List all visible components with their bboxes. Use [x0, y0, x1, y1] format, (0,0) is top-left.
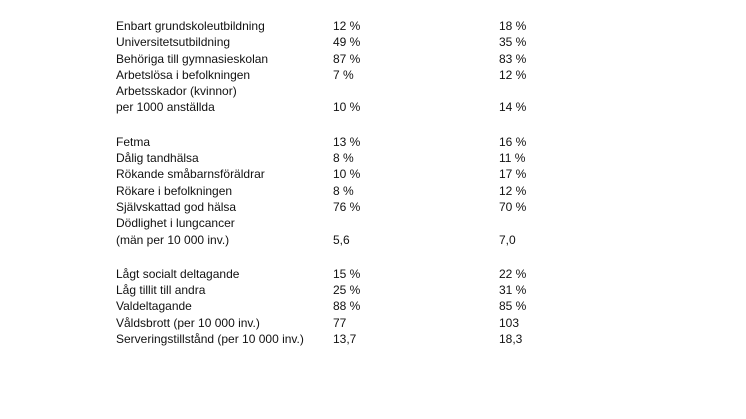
table-row	[116, 99, 556, 115]
row-label: Lågt socialt deltagande	[116, 266, 240, 281]
value-column-2: 103	[499, 315, 520, 330]
table-row	[116, 315, 556, 331]
value-column-1: 5,6	[333, 232, 350, 247]
table-row	[116, 331, 556, 347]
table-row	[116, 166, 556, 182]
value-column-2: 12 %	[499, 67, 527, 82]
row-label: Behöriga till gymnasieskolan	[116, 51, 269, 66]
value-column-2: 14 %	[499, 100, 527, 115]
value-column-2: 11 %	[499, 151, 526, 166]
row-label: Låg tillit till andra	[116, 283, 206, 298]
value-column-2: 31 %	[499, 283, 527, 298]
value-column-2: 12 %	[499, 183, 527, 198]
row-label: (män per 10 000 inv.)	[116, 232, 230, 247]
row-label: per 1000 anställda	[116, 100, 215, 115]
value-column-1: 12 %	[333, 19, 361, 33]
section-spacer	[116, 116, 556, 134]
table-row	[116, 282, 556, 298]
row-label: Enbart grundskoleutbildning	[116, 19, 265, 33]
value-column-1: 15 %	[333, 266, 361, 281]
value-column-2: 85 %	[499, 299, 527, 314]
row-label: Arbetsskador (kvinnor)	[116, 84, 237, 99]
value-column-1: 8 %	[333, 151, 354, 166]
row-label: Våldsbrott (per 10 000 inv.)	[116, 315, 260, 330]
value-column-1: 76 %	[333, 199, 361, 214]
table-row	[116, 232, 556, 248]
row-label: Självskattad god hälsa	[116, 199, 237, 214]
value-column-2: 18,3	[499, 332, 523, 347]
row-label: Universitetsutbildning	[116, 35, 231, 50]
table-row	[116, 18, 556, 34]
value-column-1: 10 %	[333, 100, 361, 115]
value-column-1: 49 %	[333, 35, 361, 50]
row-label: Rökare i befolkningen	[116, 183, 233, 198]
table-row	[116, 199, 556, 215]
row-label: Dålig tandhälsa	[116, 151, 199, 166]
value-column-1: 8 %	[333, 183, 354, 198]
value-column-1: 10 %	[333, 167, 361, 182]
row-label: Rökande småbarnsföräldrar	[116, 167, 265, 182]
row-label: Serveringstillstånd (per 10 000 inv.)	[116, 332, 304, 347]
statistics-table	[116, 18, 556, 347]
section-spacer	[116, 248, 556, 266]
value-column-1: 7 %	[333, 67, 354, 82]
value-column-2: 17 %	[499, 167, 527, 182]
value-column-1: 25 %	[333, 283, 361, 298]
table-row	[116, 83, 556, 99]
table-row	[116, 51, 556, 67]
value-column-1: 13 %	[333, 134, 361, 149]
value-column-2: 83 %	[499, 51, 527, 66]
value-column-1: 87 %	[333, 51, 361, 66]
table-row	[116, 298, 556, 314]
table-row	[116, 134, 556, 150]
table-row	[116, 183, 556, 199]
row-label: Valdeltagande	[116, 299, 192, 314]
value-column-1: 13,7	[333, 332, 357, 347]
table-row	[116, 67, 556, 83]
value-column-1: 77	[333, 315, 347, 330]
value-column-2: 35 %	[499, 35, 527, 50]
value-column-2: 7,0	[499, 232, 516, 247]
value-column-2: 16 %	[499, 134, 527, 149]
row-label: Fetma	[116, 134, 151, 149]
table-row	[116, 266, 556, 282]
table-row	[116, 34, 556, 50]
value-column-2: 22 %	[499, 266, 527, 281]
row-label: Arbetslösa i befolkningen	[116, 67, 251, 82]
table-row	[116, 150, 556, 166]
value-column-2: 18 %	[499, 19, 527, 33]
row-label: Dödlighet i lungcancer	[116, 216, 235, 231]
value-column-2: 70 %	[499, 199, 527, 214]
table-row	[116, 215, 556, 231]
value-column-1: 88 %	[333, 299, 361, 314]
